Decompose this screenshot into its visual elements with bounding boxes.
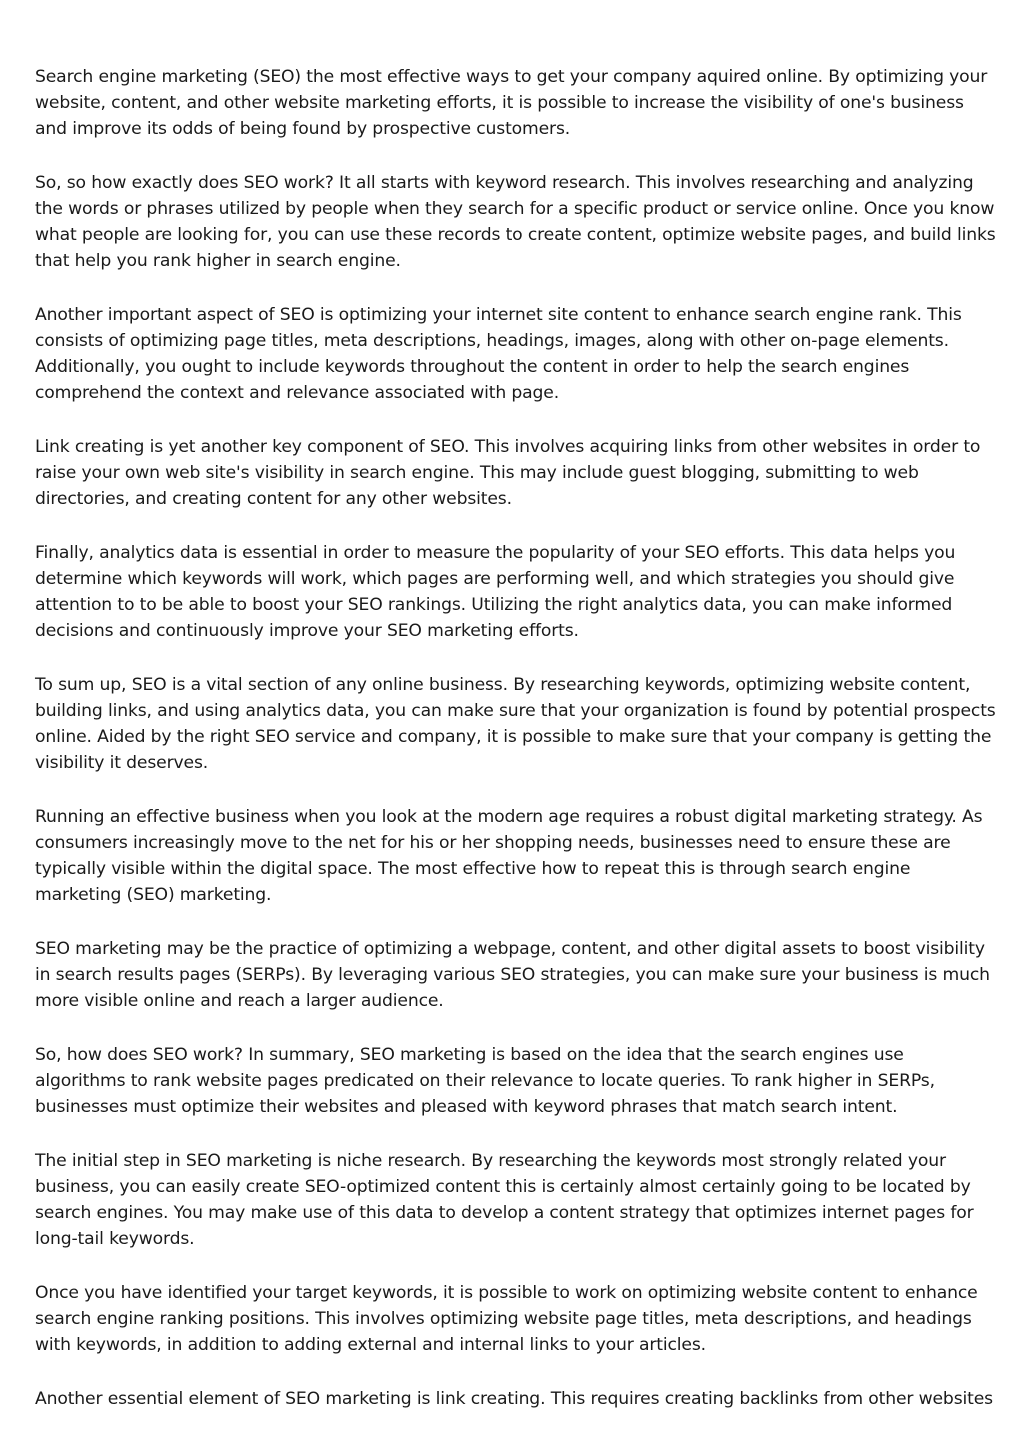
paragraph-11: Once you have identified your target keywords, it is possible to work on optimizing website content to enhance search engine ranking positions. This involves optimizing website page titles, meta descriptions, and headings with keywords, in addition to adding external and internal links to your articles. <box>35 1283 978 1355</box>
paragraph-12: Another essential element of SEO marketing is link creating. This requires creating backlinks from other websites <box>35 1389 993 1409</box>
paragraph-6: To sum up, SEO is a vital section of any online business. By researching keywords, optimizing website content, building links, and using analytics data, you can make sure that your organization is found by potential prospects online. Aided by the right SEO service and company, it is possible to make sure that your company is getting the visibility it deserves. <box>35 675 996 773</box>
paragraph-7: Running an effective business when you look at the modern age requires a robust digital marketing strategy. As consumers increasingly move to the net for his or her shopping needs, businesses need to ensure these are typically visible within the digital space. The most effective how to repeat this is through search engine marketing (SEO) marketing. <box>35 807 983 905</box>
paragraph-5: Finally, analytics data is essential in order to measure the popularity of your SEO efforts. This data helps you determine which keywords will work, which pages are performing well, and which strategies you should give attention to to be able to boost your SEO rankings. Utilizing the right analytics data, you can make informed decisions and continuously improve your SEO marketing efforts. <box>35 543 956 641</box>
article-body <box>35 64 997 1440</box>
paragraph-9: So, how does SEO work? In summary, SEO marketing is based on the idea that the search engines use algorithms to rank website pages predicated on their relevance to locate queries. To rank higher in SERPs, businesses must optimize their websites and pleased with keyword phrases that match search intent. <box>35 1045 935 1117</box>
paragraph-3: Another important aspect of SEO is optimizing your internet site content to enhance search engine rank. This consists of optimizing page titles, meta descriptions, headings, images, along with other on-page elements. Additionally, you ought to include keywords throughout the content in order to help the search engines comprehend the context and relevance associated with page. <box>35 305 962 403</box>
paragraph-4: Link creating is yet another key component of SEO. This involves acquiring links from other websites in order to raise your own web site's visibility in search engine. This may include guest blogging, submitting to web directories, and creating content for any other websites. <box>35 437 981 509</box>
paragraph-1: Search engine marketing (SEO) the most effective ways to get your company aquired online. By optimizing your website, content, and other website marketing efforts, it is possible to increase the visibility of one's business and improve its odds of being found by prospective customers. <box>35 67 988 139</box>
paragraph-10: The initial step in SEO marketing is niche research. By researching the keywords most strongly related your business, you can easily create SEO-optimized content this is certainly almost certainly going to be located by search engines. You may make use of this data to develop a content strategy that optimizes internet pages for long-tail keywords. <box>35 1151 974 1249</box>
paragraph-2: So, so how exactly does SEO work? It all starts with keyword research. This involves researching and analyzing the words or phrases utilized by people when they search for a specific product or service online. Once you know what people are looking for, you can use these records to create content, optimize website pages, and build links that help you rank higher in search engine. <box>35 173 996 271</box>
paragraph-8: SEO marketing may be the practice of optimizing a webpage, content, and other digital assets to boost visibility in search results pages (SERPs). By leveraging various SEO strategies, you can make sure your business is much more visible online and reach a larger audience. <box>35 939 990 1011</box>
